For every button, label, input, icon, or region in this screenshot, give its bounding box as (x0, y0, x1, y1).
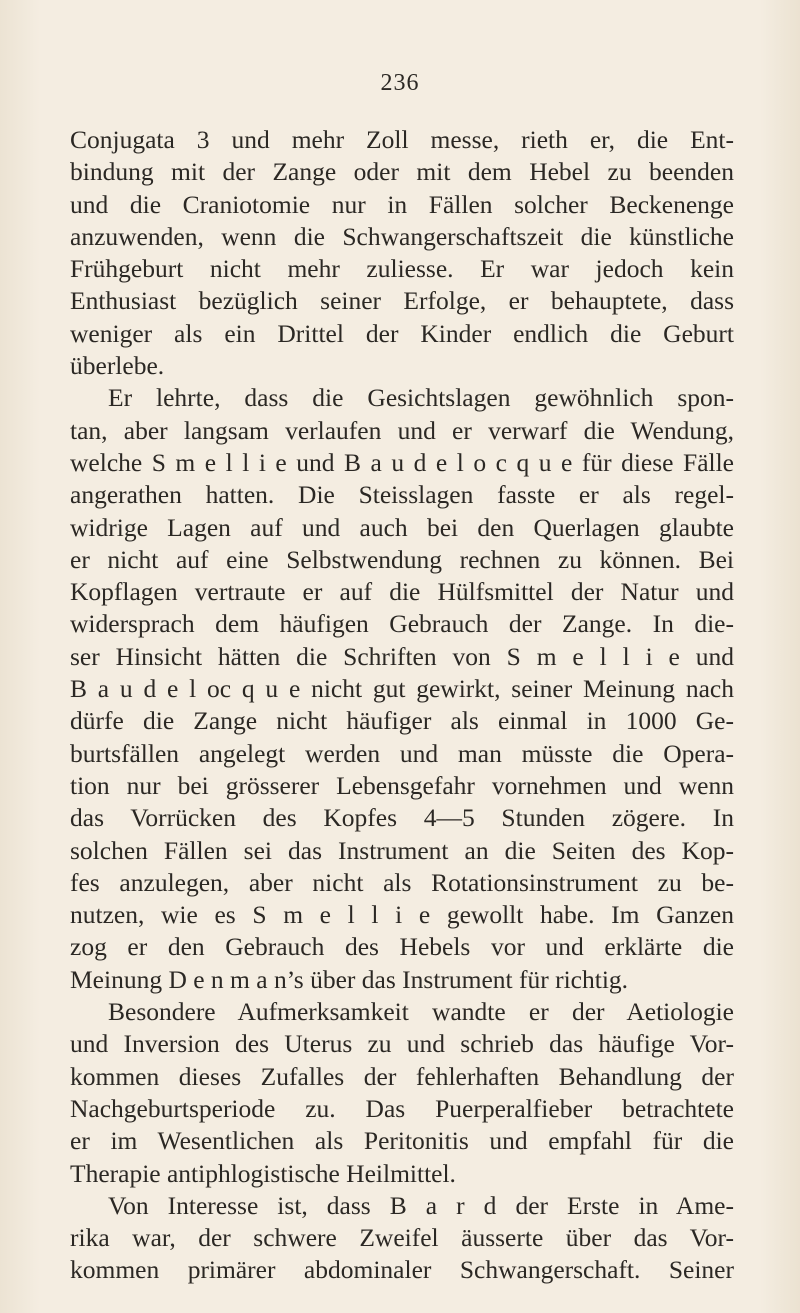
text-line: Besondere Aufmerksamkeit wandte er der Aetiologie (108, 997, 734, 1027)
text-line: widrige Lagen auf und auch bei den Querlagen glaubte (70, 512, 734, 542)
text-line: kommen primärer abdominaler Schwangerschaft. Seiner (70, 1255, 734, 1285)
text-line: Kopflagen vertraute er auf die Hülfsmittel der Natur und (70, 577, 734, 607)
text-line: widersprach dem häufigen Gebrauch der Zange. In die- (70, 609, 734, 639)
text-line: und Inversion des Uterus zu und schrieb das häufige Vor- (70, 1029, 734, 1059)
text-line: burtsfällen angelegt werden und man müsste die Opera- (70, 738, 734, 768)
text-line: überlebe. (70, 351, 165, 381)
text-line: tan, aber langsam verlaufen und er verwarf die Wendung, (70, 415, 734, 445)
text-line: Enthusiast bezüglich seiner Erfolge, er behauptete, dass (70, 286, 734, 316)
text-line: Frühgeburt nicht mehr zuliesse. Er war jedoch kein (70, 254, 734, 284)
text-line: Er lehrte, dass die Gesichtslagen gewöhnlich spon- (108, 383, 734, 413)
text-line: solchen Fällen sei das Instrument an die Seiten des Kop- (70, 835, 734, 865)
text-line: Nachgeburtsperiode zu. Das Puerperalfieber betrachtete (70, 1093, 734, 1123)
text-line: Meinung D e n m a n’s über das Instrument für richtig. (70, 964, 629, 994)
body-text (70, 124, 734, 1287)
text-line: dürfe die Zange nicht häufiger als einmal in 1000 Ge- (70, 706, 734, 736)
text-line: welche S m e l l i e und B a u d e l o c q u e für diese Fälle (70, 447, 734, 477)
text-line: ser Hinsicht hätten die Schriften von S m e l l i e und (70, 641, 734, 671)
text-line: anzuwenden, wenn die Schwangerschaftszeit die künstliche (70, 221, 734, 251)
text-line: tion nur bei grösserer Lebensgefahr vornehmen und wenn (70, 770, 734, 800)
page-number: 236 (380, 70, 420, 96)
text-line: Conjugata 3 und mehr Zoll messe, rieth er, die Ent- (70, 125, 734, 154)
text-line: zog er den Gebrauch des Hebels vor und erklärte die (70, 932, 734, 962)
text-line: er nicht auf eine Selbstwendung rechnen zu können. Bei (70, 544, 734, 574)
text-line: fes anzulegen, aber nicht als Rotationsinstrument zu be- (70, 867, 734, 897)
text-line: Von Interesse ist, dass B a r d der Erste in Ame- (108, 1190, 734, 1220)
text-line: Therapie antiphlogistische Heilmittel. (70, 1158, 456, 1188)
text-line: angerathen hatten. Die Steisslagen fasste er als regel- (70, 480, 734, 510)
text-line: bindung mit der Zange oder mit dem Hebel zu beenden (70, 157, 734, 187)
text-line: nutzen, wie es S m e l l i e gewollt habe. Im Ganzen (70, 900, 734, 930)
text-line: er im Wesentlichen als Peritonitis und empfahl für die (70, 1126, 734, 1156)
text-line: rika war, der schwere Zweifel äusserte über das Vor- (70, 1223, 734, 1253)
text-line: das Vorrücken des Kopfes 4—5 Stunden zögere. In (70, 803, 734, 833)
text-line: B a u d e l oc q u e nicht gut gewirkt, seiner Meinung nach (70, 674, 734, 704)
text-line: weniger als ein Drittel der Kinder endlich die Geburt (70, 318, 734, 348)
text-line: kommen dieses Zufalles der fehlerhaften Behandlung der (70, 1061, 734, 1091)
text-line: und die Craniotomie nur in Fällen solcher Beckenenge (70, 189, 734, 219)
